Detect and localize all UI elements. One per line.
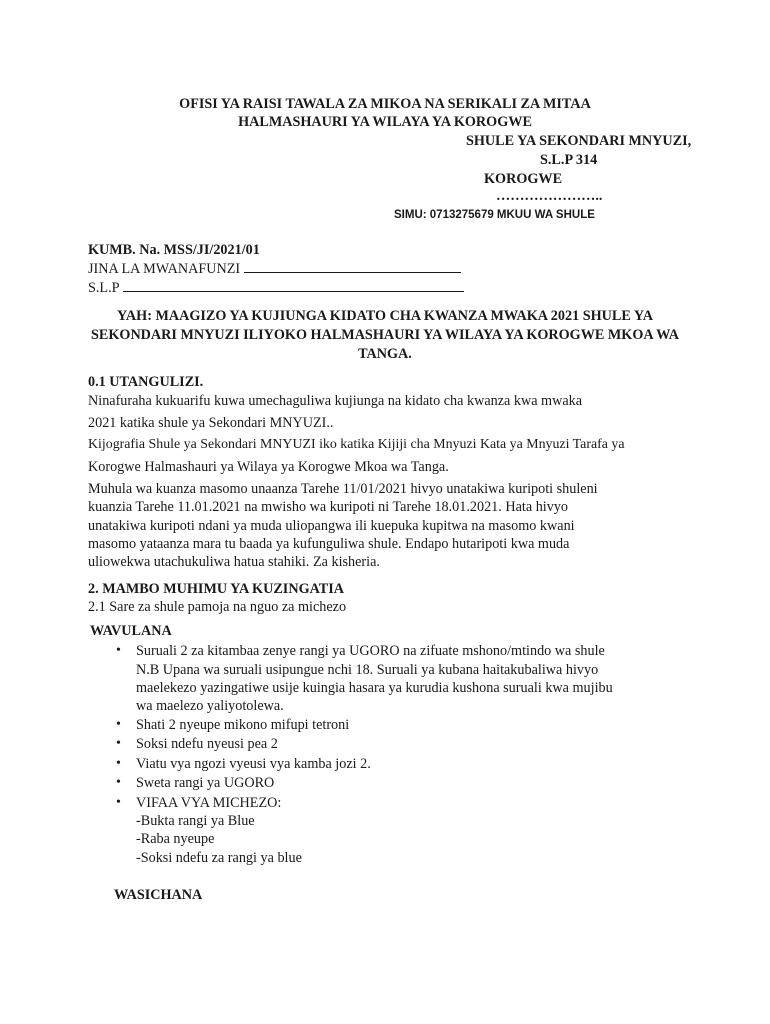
list-item-line: -Soksi ndefu za rangi ya blue xyxy=(136,850,302,866)
list-item-line: -Raba nyeupe xyxy=(136,831,215,847)
header-slp: S.L.P 314 xyxy=(540,152,598,168)
list-item-line: maelekezo yazingatiwe usije kuingia hasara ya kurudia kushona suruali kwa mujibu xyxy=(136,680,613,696)
subject-line-2: SEKONDARI MNYUZI ILIYOKO HALMASHAURI YA WILAYA YA KOROGWE MKOA WA xyxy=(91,327,679,343)
list-item-line: N.B Upana wa suruali usipungue nchi 18. Suruali ya kubana haitakubaliwa hivyo xyxy=(136,662,599,678)
intro-heading: 0.1 UTANGULIZI. xyxy=(88,374,204,390)
boys-heading: WAVULANA xyxy=(90,623,172,639)
subject-line-1: YAH: MAAGIZO YA KUJIUNGA KIDATO CHA KWANZA MWAKA 2021 SHULE YA xyxy=(116,308,654,324)
bullet-icon: • xyxy=(116,736,121,751)
student-name-field xyxy=(88,260,461,278)
intro-line: Ninafuraha kukuarifu kuwa umechaguliwa kujiunga na kidato cha kwanza kwa mwaka xyxy=(88,393,583,409)
section2-heading: 2. MAMBO MUHIMU YA KUZINGATIA xyxy=(88,581,345,597)
list-item-line: Soksi ndefu nyeusi pea 2 xyxy=(136,736,278,752)
list-item-line: Suruali 2 za kitambaa zenye rangi ya UGORO na zifuate mshono/mtindo wa shule xyxy=(136,643,605,659)
reference-number: KUMB. Na. MSS/JI/2021/01 xyxy=(88,242,260,258)
header-school-name: SHULE YA SEKONDARI MNYUZI, xyxy=(466,133,692,149)
header-date-dots: ………………….. xyxy=(496,188,603,204)
student-address-blank xyxy=(123,279,464,292)
list-item-line: Viatu vya ngozi vyeusi vya kamba jozi 2. xyxy=(136,756,371,772)
bullet-icon: • xyxy=(116,717,121,732)
bullet-icon: • xyxy=(116,756,121,771)
intro-line: Kijografia Shule ya Sekondari MNYUZI iko katika Kijiji cha Mnyuzi Kata ya Mnyuzi Tarafa ya xyxy=(88,437,625,452)
student-name-label: JINA LA MWANAFUNZI xyxy=(88,261,241,277)
intro-line: Muhula wa kuanza masomo unaanza Tarehe 11/01/2021 hivyo unatakiwa kuripoti shuleni xyxy=(88,481,598,497)
list-item-line: Sweta rangi ya UGORO xyxy=(136,775,275,791)
intro-line: masomo yataanza mara tu baada ya kufunguliwa shule. Endapo hutaripoti kwa muda xyxy=(88,536,570,552)
header-phone: SIMU: 0713275679 MKUU WA SHULE xyxy=(394,209,595,221)
bullet-icon: • xyxy=(116,643,121,658)
girls-heading: WASICHANA xyxy=(114,887,203,903)
list-item-line: wa maelezo yaliyotolewa. xyxy=(136,698,284,714)
list-item-line: VIFAA VYA MICHEZO: xyxy=(136,795,282,811)
student-name-blank xyxy=(244,260,461,273)
intro-line: uliowekwa utachukuliwa hatua stahiki. Za kisheria. xyxy=(88,554,380,570)
intro-line: 2021 katika shule ya Sekondari MNYUZI.. xyxy=(88,415,334,431)
intro-line: unatakiwa kuripoti ndani ya muda uliopangwa ili kuepuka kupitwa na masomo kwani xyxy=(88,518,575,534)
header-council-line: HALMASHAURI YA WILAYA YA KOROGWE xyxy=(238,114,532,130)
intro-line: Korogwe Halmashauri ya Wilaya ya Korogwe Mkoa wa Tanga. xyxy=(88,459,449,475)
header-town: KOROGWE xyxy=(484,171,563,187)
bullet-icon: • xyxy=(116,775,121,790)
student-address-field xyxy=(88,279,464,297)
student-address-label: S.L.P xyxy=(88,280,120,296)
intro-line: kuanzia Tarehe 11.01.2021 na mwisho wa kuripoti ni Tarehe 18.01.2021. Hata hivyo xyxy=(88,499,569,515)
subject-line-3: TANGA. xyxy=(358,346,412,362)
list-item-line: Shati 2 nyeupe mikono mifupi tetroni xyxy=(136,717,350,733)
list-item-line: -Bukta rangi ya Blue xyxy=(136,813,255,829)
section2-subheading: 2.1 Sare za shule pamoja na nguo za michezo xyxy=(88,599,347,615)
header-office-line: OFISI YA RAISI TAWALA ZA MIKOA NA SERIKALI ZA MITAA xyxy=(179,96,591,112)
bullet-icon: • xyxy=(116,795,121,810)
